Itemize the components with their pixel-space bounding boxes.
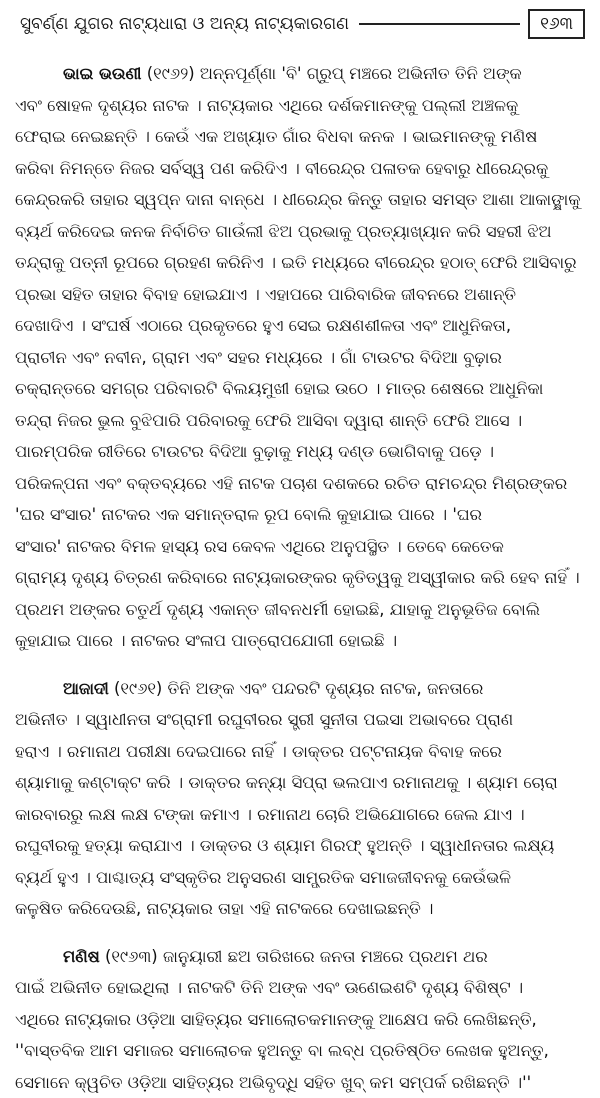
paragraph-line: ପାରମ୍ପରିକ ରୀତିରେ ଟାଉଟର ବିଦିଆ ବୁଢ଼ାକୁ ମଧ୍ୟ ଦଣ୍ଡ ଭୋଗିବାକୁ ପଡ଼େ । — [15, 436, 585, 468]
paragraph-line: ପାଇଁ ଅଭିନୀତ ହୋଇଥିଲା । ନାଟକଟି ତିନି ଅଙ୍କ ଏବଂ ଊଣେଇଶଟି ଦୃଶ୍ୟ ବିଶିଷ୍ଟ । — [15, 972, 585, 1004]
paragraph-line: ଆଜାଦୀ (୧୯୬୧) ତିନି ଅଙ୍କ ଏବଂ ପନ୍ଦରଟି ଦୃଶ୍ୟର ନାଟକ, ଜନତାରେ — [15, 673, 585, 705]
paragraph-line: ଭାଇ ଭଉଣୀ (୧୯୬୨) ଅନ୍ନପୂର୍ଣ୍ଣା 'ବି' ଗ୍ରୁପ୍ ମଞ୍ଚରେ ଅଭିନୀତ ତିନି ଅଙ୍କ — [15, 58, 585, 90]
paragraph-line: ପ୍ରଭା ସହିତ ତାହାର ବିବାହ ହୋଇଯାଏ । ଏହାପରେ ପାରିବାରିକ ଜୀବନରେ ଅଶାନ୍ତି — [15, 279, 585, 311]
paragraph-line: କରିବା ନିମନ୍ତେ ନିଜର ସର୍ବସ୍ୱ ପଣ କରିଦିଏ । ବୀରେନ୍ଦ୍ର ପଳାତକ ହେବାରୁ ଧୀରେନ୍ଦ୍ରକୁ — [15, 153, 585, 185]
play-title: ଭାଇ ଭଉଣୀ — [63, 64, 142, 83]
paragraph-line: ହରାଏ । ରମାନାଥ ପରୀକ୍ଷା ଦେଇପାରେ ନାହିଁ । ଡାକ୍ତର ପଟ୍ଟନାୟକ ବିବାହ କରେ — [15, 736, 585, 768]
running-header — [20, 8, 585, 40]
paragraph-line: ଏବଂ ଷୋହଳ ଦୃଶ୍ୟର ନାଟକ । ନାଟ୍ୟକାର ଏଥିରେ ଦର୍ଶକମାନଙ୍କୁ ପଲ୍ଲୀ ଅଞ୍ଚଳକୁ — [15, 90, 585, 122]
paragraph-line: କୁହାଯାଇ ପାରେ । ନାଟକର ସଂଳାପ ପାତ୍ରୋପଯୋଗୀ ହୋଇଛି । — [15, 625, 585, 657]
play-title: ଆଜାଦୀ — [63, 679, 109, 698]
paragraph-line: ତନ୍ଦ୍ରା ନିଜର ଭୁଲ ବୁଝିପାରି ପରିବାରକୁ ଫେରି ଆସିବା ଦ୍ୱାରା ଶାନ୍ତି ଫେରି ଆସେ । — [15, 405, 585, 437]
paragraph-line: ପ୍ରଥମ ଅଙ୍କର ଚତୁର୍ଥ ଦୃଶ୍ୟ ଏକାନ୍ତ ଜୀବନଧର୍ମୀ ହୋଇଛି, ଯାହାକୁ ଅନୁଭୂତିଜ ବୋଲି — [15, 594, 585, 626]
paragraph-line: ରଘୁବୀରକୁ ହତ୍ୟା କରାଯାଏ । ଡାକ୍ତର ଓ ଶ୍ୟାମ ଗିରଫ୍ ହୁଅନ୍ତି । ସ୍ୱାଧୀନତାର ଲକ୍ଷ୍ୟ — [15, 830, 585, 862]
paragraph-manisha — [15, 941, 585, 1098]
paragraph-line: ଚକ୍ରାନ୍ତରେ ସମଗ୍ର ପରିବାରଟି ବିଲୟମୁଖୀ ହୋଇ ଉଠେ । ମାତ୍ର ଶେଷରେ ଆଧୁନିକା — [15, 373, 585, 405]
paragraph-azadi — [15, 673, 585, 925]
paragraph-line: କେନ୍ଦ୍ରକରି ତାହାର ସ୍ୱପ୍ନ ଦାନା ବାନ୍ଧେ । ଧୀରେନ୍ଦ୍ର କିନ୍ତୁ ତାହାର ସମସ୍ତ ଆଶା ଆକାଙ୍କ୍ଷାକୁ — [15, 184, 585, 216]
paragraph-line: ଏଥିରେ ନାଟ୍ୟକାର ଓଡ଼ିଆ ସାହିତ୍ୟର ସମାଲୋଚକମାନଙ୍କୁ ଆକ୍ଷେପ କରି ଲେଖିଛନ୍ତି, — [15, 1004, 585, 1036]
paragraph-line: ପ୍ରାଚୀନ ଏବଂ ନବୀନ, ଗ୍ରାମ ଏବଂ ସହର ମଧ୍ୟରେ । ଗାଁ ଟାଉଟର ବିଦିଆ ବୁଢ଼ାର — [15, 342, 585, 374]
paragraph-line: ମଣିଷ (୧୯୬୩) ଜାନୁୟାରୀ ଛଅ ତାରିଖରେ ଜନତା ମଞ୍ଚରେ ପ୍ରଥମ ଥର — [15, 941, 585, 973]
paragraph-line: ପରିକଳ୍ପନା ଏବଂ ବକ୍ତବ୍ୟରେ ଏହି ନାଟକ ପଚାଶ ଦଶକରେ ରଚିତ ରାମଚନ୍ଦ୍ର ମିଶ୍ରଙ୍କର — [15, 468, 585, 500]
section-gap — [15, 657, 585, 673]
paragraph-line: ସେମାନେ କ୍ୱଚିତ ଓଡ଼ିଆ ସାହିତ୍ୟର ଅଭିବୃଦ୍ଧି ସହିତ ଖୁବ୍ କମ ସମ୍ପର୍କ ରଖିଛନ୍ତି ।'' — [15, 1067, 585, 1098]
running-header-title: ସୁବର୍ଣ୍ଣ ଯୁଗର ନାଟ୍ୟଧାରା ଓ ଅନ୍ୟ ନାଟ୍ୟକାରଗଣ — [20, 14, 349, 34]
paragraph-line: ଗ୍ରାମ୍ୟ ଦୃଶ୍ୟ ଚିତ୍ରଣ କରିବାରେ ନାଟ୍ୟକାରଙ୍କର କୃତିତ୍ୱକୁ ଅସ୍ୱୀକାର କରି ହେବ ନାହିଁ । — [15, 562, 585, 594]
paragraph-line: ''ବାସ୍ତବିକ ଆମ ସମାଜର ସମାଲୋଚକ ହୁଅନ୍ତୁ ବା ଲବ୍ଧ ପ୍ରତିଷ୍ଠିତ ଲେଖକ ହୁଅନ୍ତୁ, — [15, 1035, 585, 1067]
paragraph-line: ଶ୍ୟାମାକୁ କଣ୍ଟାକ୍ଟ କରି । ଡାକ୍ତର କନ୍ୟା ସିପ୍ରା ଭଲପାଏ ରମାନାଥକୁ । ଶ୍ୟାମ ଚୋରା — [15, 767, 585, 799]
header-rule — [359, 23, 520, 25]
page-number: ୧୬୩ — [528, 9, 585, 39]
paragraph-line: ସଂସାର' ନାଟକର ବିମଳ ହାସ୍ୟ ରସ କେବଳ ଏଥିରେ ଅନୁପସ୍ଥିତ । ତେବେ କେତେକ — [15, 531, 585, 563]
paragraph-line: ବ୍ୟର୍ଥ କରିଦେଇ କନକ ନିର୍ବାଚିତ ଗାଉଁଲୀ ଝିଅ ପ୍ରଭାକୁ ପ୍ରତ୍ୟାଖ୍ୟାନ କରି ସହରୀ ଝିଅ — [15, 216, 585, 248]
paragraph-line: ଦେଖାଦିଏ । ସଂଘର୍ଷ ଏଠାରେ ପ୍ରକୃତରେ ହୁଏ ସେଇ ରକ୍ଷଣଶୀଳତା ଏବଂ ଆଧୁନିକତା, — [15, 310, 585, 342]
paragraph-line: 'ଘର ସଂସାର' ନାଟକର ଏକ ସମାନ୍ତରାଳ ରୂପ ବୋଲି କୁହାଯାଇ ପାରେ । 'ଘର — [15, 499, 585, 531]
paragraph-line: କଳୁଷିତ କରିଦେଉଛି, ନାଟ୍ୟକାର ତାହା ଏହି ନାଟକରେ ଦେଖାଇଛନ୍ତି । — [15, 893, 585, 925]
paragraph-line: ଫେରାଇ ନେଇଛନ୍ତି । କେଉଁ ଏକ ଅଖ୍ୟାତ ଗାଁର ବିଧବା କନକ । ଭାଇମାନଙ୍କୁ ମଣିଷ — [15, 121, 585, 153]
play-title: ମଣିଷ — [63, 947, 100, 966]
paragraph-line: କାରବାରରୁ ଲକ୍ଷ ଲକ୍ଷ ଟଙ୍କା କମାଏ । ରମାନାଥ ଚୋରି ଅଭିଯୋଗରେ ଜେଲ ଯାଏ । — [15, 799, 585, 831]
paragraph-line: ଅଭିନୀତ । ସ୍ୱାଧୀନତା ସଂଗ୍ରାମୀ ରଘୁବୀରର ସ୍ତ୍ରୀ ସୁନୀତା ପଇସା ଅଭାବରେ ପ୍ରାଣ — [15, 704, 585, 736]
section-gap — [15, 925, 585, 941]
paragraph-line: ତନ୍ଦ୍ରାକୁ ପତ୍ନୀ ରୂପରେ ଗ୍ରହଣ କରିନିଏ । ଇତି ମଧ୍ୟରେ ବୀରେନ୍ଦ୍ର ହଠାତ୍ ଫେରି ଆସିବାରୁ — [15, 247, 585, 279]
paragraph-line: ବ୍ୟର୍ଥ ହୁଏ । ପାଶ୍ଚାତ୍ୟ ସଂସ୍କୃତିର ଅନୁସରଣ ସାମ୍ପ୍ରତିକ ସମାଜଜୀବନକୁ କେଉଁଭଳି — [15, 862, 585, 894]
paragraph-bhai-bhauni — [15, 58, 585, 657]
body-text — [15, 58, 585, 1098]
